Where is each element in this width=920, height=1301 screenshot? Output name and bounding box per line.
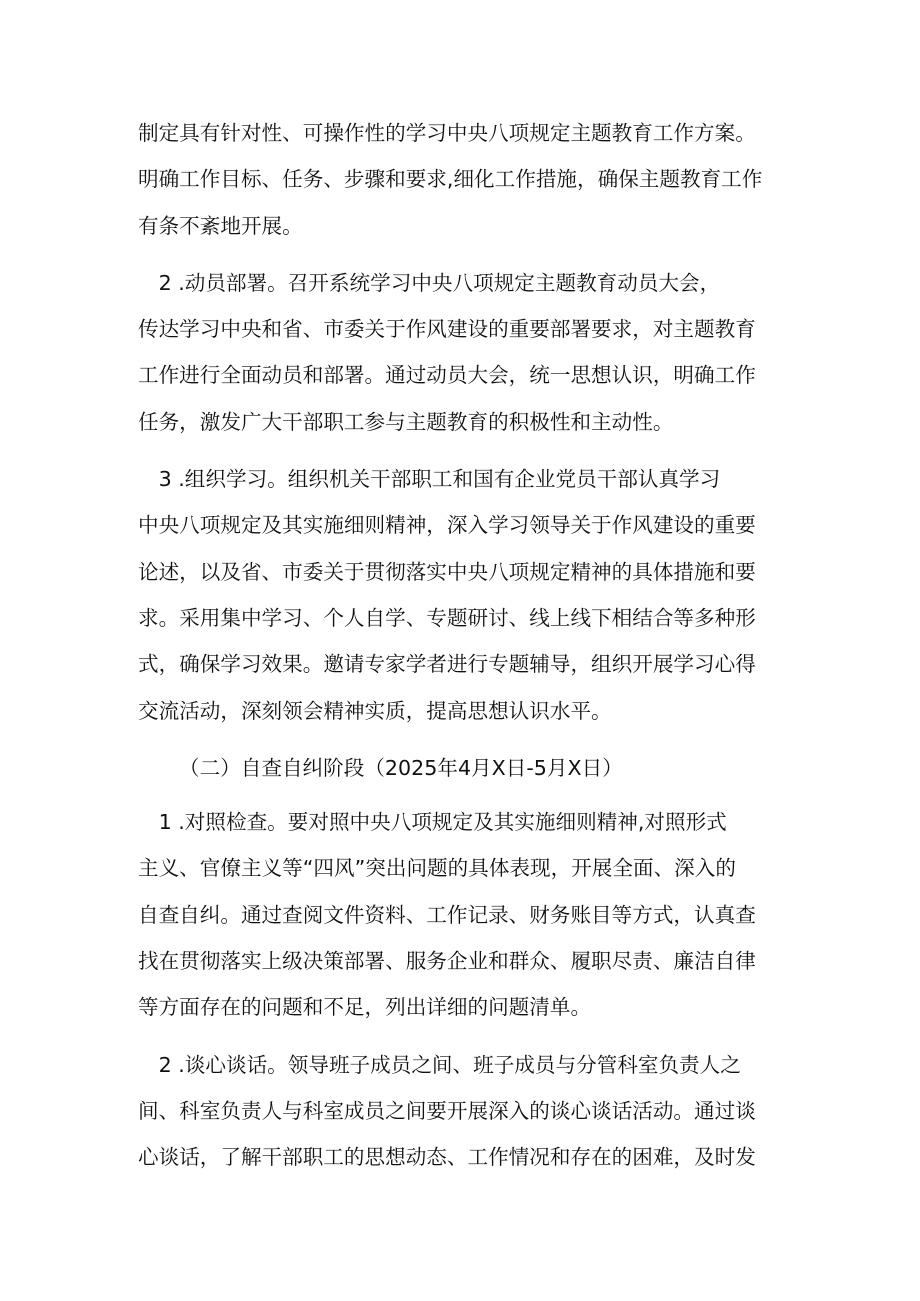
text-line: 论述，以及省、市委关于贯彻落实中央八项规定精神的具体措施和要: [138, 559, 756, 584]
text-line: 式，确保学习效果。邀请专家学者进行专题辅导，组织开展学习心得: [138, 652, 756, 677]
text-line: 找在贯彻落实上级决策部署、服务企业和群众、履职尽责、廉洁自律: [138, 949, 756, 974]
text-line: 制定具有针对性、可操作性的学习中央八项规定主题教育工作方案。: [138, 121, 756, 145]
text-line: 交流活动，深刻领会精神实质，提高思想认识水平。: [138, 698, 612, 723]
paragraph-work-plan: [138, 110, 792, 249]
paragraph-organize-study: [138, 456, 792, 734]
text-line: 3 .组织学习。组织机关干部职工和国有企业党员干部认真学习: [138, 467, 721, 492]
text-line: 求。采用集中学习、个人自学、专题研讨、线上线下相结合等多种形: [138, 605, 756, 630]
text-line: 等方面存在的问题和不足，列出详细的问题清单。: [138, 995, 592, 1020]
text-line: 主义、官僚主义等“四风”突出问题的具体表现，开展全面、深入的: [138, 856, 736, 881]
text-line: 2 .谈心谈话。领导班子成员之间、班子成员与分管科室负责人之: [138, 1052, 741, 1077]
text-line: 明确工作目标、任务、步骤和要求,细化工作措施，确保主题教育工作: [138, 167, 763, 192]
text-line: 1 .对照检查。要对照中央八项规定及其实施细则精神,对照形式: [138, 810, 727, 835]
text-line: 传达学习中央和省、市委关于作风建设的重要部署要求，对主题教育: [138, 317, 756, 342]
text-line: 中央八项规定及其实施细则精神，深入学习领导关于作风建设的重要: [138, 513, 756, 538]
text-line: 心谈话，了解干部职工的思想动态、工作情况和存在的困难，及时发: [138, 1145, 756, 1170]
text-line: 间、科室负责人与科室成员之间要开展深入的谈心谈话活动。通过谈: [138, 1098, 756, 1123]
text-line: 任务，激发广大干部职工参与主题教育的积极性和主动性。: [138, 409, 674, 434]
text-line: 有条不紊地开展。: [138, 213, 303, 238]
paragraph-self-check: [138, 799, 792, 1030]
paragraph-mobilization: [138, 260, 792, 445]
text-line: 工作进行全面动员和部署。通过动员大会，统一思想认识，明确工作: [138, 363, 756, 388]
section-heading: （二）自查自纠阶段（2025年4月X日-5月X日）: [179, 755, 623, 780]
paragraph-heart-to-heart-talk: [138, 1042, 792, 1181]
text-line: 2 .动员部署。召开系统学习中央八项规定主题教育动员大会，: [138, 270, 721, 295]
text-line: 自查自纠。通过查阅文件资料、工作记录、财务账目等方式，认真查: [138, 902, 756, 927]
